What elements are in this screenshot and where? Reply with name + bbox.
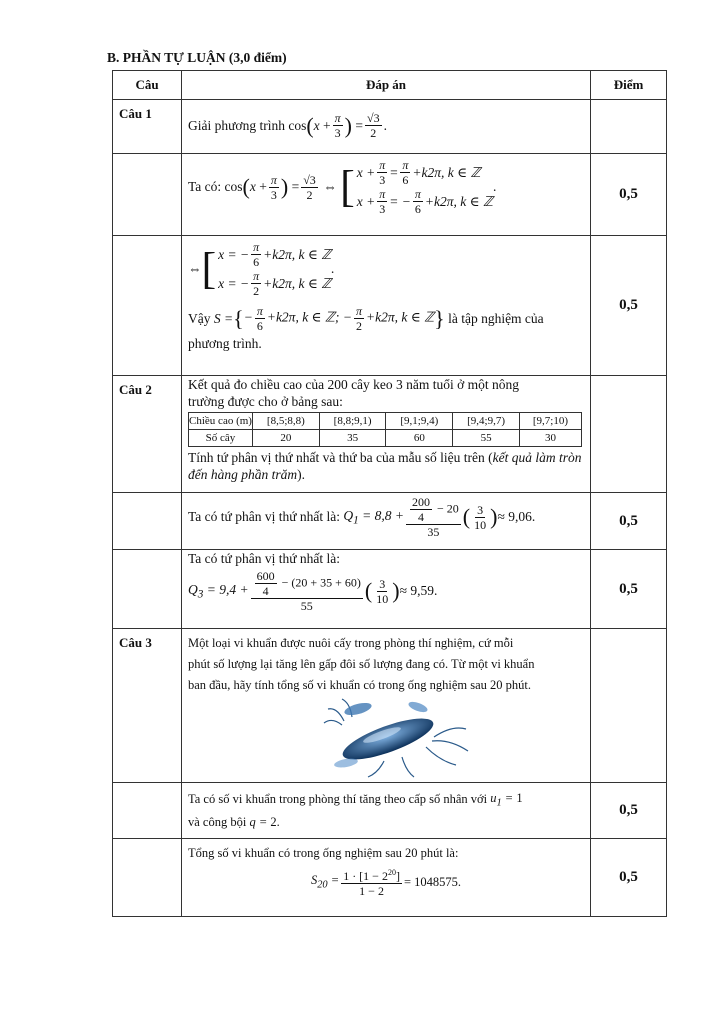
bacteria-small [407,700,429,714]
q3-step2: Tổng số vi khuẩn có trong ống nghiệm sau 20 phút là: $S_{20}$ = $\frac{1 \cdot [1 - 2^{20}]}{1 - 2}$ = 1048575 . [182,839,591,917]
q3-step2-score: 0,5 [591,839,667,917]
q1-problem-score [591,100,667,154]
q3-problem-3: ban đầu, hãy tính tổng số vi khuẩn có trong ống nghiệm sau 20 phút. [188,678,532,692]
q3-label: Câu 3 [113,629,182,783]
empty-cell [113,493,182,550]
q2-intro-num: 200 [327,377,348,392]
header-answer: Đáp án [182,71,591,100]
q1-step1-score: 0,5 [591,154,667,236]
q1-step1-prefix: Ta có: [188,179,222,194]
q1-step1-row [113,154,667,236]
q3-step1: Ta có số vi khuẩn trong phòng thí tăng theo cấp số nhân với $u_1 = 1$ và công bội q = 2 . [182,783,591,839]
q3-step2-text: Tổng số vi khuẩn có trong ống nghiệm sau 20 phút là: [188,846,459,860]
count-cell: 60 [386,430,453,447]
header-question: Câu [113,71,182,100]
q1-problem-text: Giải phương trình [188,117,285,133]
q1-problem-row [113,100,667,154]
empty-cell [113,839,182,917]
count-cell: 30 [519,430,581,447]
q2-intro-1: Kết quả đo chiều cao của [188,377,325,392]
q2-question-italic: kết quả làm tròn đến hàng phần trăm [188,450,582,482]
section-title: B. PHẦN TỰ LUẬN (3,0 điểm) [107,50,287,65]
q1-step2-prefix: Vậy [188,310,211,326]
q1-label: Câu 1 [113,100,182,154]
q2-intro-3: trường được cho ở bảng sau: [188,394,343,409]
header-row [113,71,667,100]
q3-problem-row [113,629,667,783]
q2-problem-row [113,376,667,493]
empty-cell [591,376,667,493]
height-table [188,412,582,447]
count-label: Số cây [189,430,253,447]
interval-cell: [9,4;9,7) [453,413,520,430]
q2-q1-row [113,493,667,550]
header-score: Điểm [591,71,667,100]
interval-cell: [8,8;9,1) [319,413,386,430]
q3-step1-a: Ta có số vi khuẩn trong phòng thí tăng theo cấp số nhân với [188,792,488,807]
count-cell: 35 [319,430,386,447]
q2-question-2: ). [297,467,305,482]
bacteria-image [322,695,472,779]
count-cell: 20 [253,430,320,447]
q1-step1: Ta có: cos ( x + $\frac{\pi}{3}$ ) = $\frac{√3}{2}$ ⇔ [ x + $\frac{\pi}{3}$ = $\frac{\pi}{6}$ +k2π, k ∈ ℤ x + $\frac{\pi}{3}$ = − $\frac{\pi}{6}$ +k2π, k ∈ ℤ . [182,154,591,236]
q2-q3-result: ≈ 9,59 [399,583,434,598]
height-label: Chiều cao (m) [189,413,253,430]
interval-cell: [8,5;8,8) [253,413,320,430]
q1-step2-row [113,236,667,376]
q2-problem [182,376,591,493]
empty-cell [113,154,182,236]
q2-q1-result: ≈ 9,06 [497,509,532,524]
q1-step2-tail: phương trình. [188,336,262,351]
q2-q3: Ta có tứ phân vị thứ nhất là: $Q_3 = 9,4$ + $\frac{600}{4}$ − (20 + 35 + 60) 55 ( $\frac{3}{10}$ ) ≈ 9,59 . [182,550,591,629]
empty-cell [113,783,182,839]
q2-label: Câu 2 [113,376,182,493]
q3-step1-b: và công bội [188,814,247,829]
q2-question-1: Tính tứ phân vị thứ nhất và thứ ba của mẫu số liệu trên ( [188,450,493,465]
interval-cell: [9,7;10) [519,413,581,430]
q3-problem-1: Một loại vi khuẩn được nuôi cấy trong phòng thí nghiệm, cứ mỗi [188,636,514,650]
q2-q1: Ta có tứ phân vị thứ nhất là: $Q_1 = 8,8$ + $\frac{200}{4}$ − 20 35 ( $\frac{3}{10}$ ) ≈ 9,06 . [182,493,591,550]
q2-q3-score: 0,5 [591,550,667,629]
q2-q1-score: 0,5 [591,493,667,550]
q1-step2-score: 0,5 [591,236,667,376]
answer-table [112,70,667,917]
q1-step2-suffix: là tập nghiệm của [448,310,544,326]
q3-problem-2: phút số lượng lại tăng lên gấp đôi số lượng đang có. Từ một vi khuẩn [188,657,535,671]
count-cell: 55 [453,430,520,447]
q2-q1-text: Ta có tứ phân vị thứ nhất là: [188,509,341,524]
empty-cell [113,550,182,629]
q1-step2: ⇔ [ x = − $\frac{\pi}{6}$ +k2π, k ∈ ℤ x = − $\frac{\pi}{2}$ +k2π, k ∈ ℤ . Vậy S = { − $\frac{\pi}{6}$ +k2π, k ∈ ℤ; − $\frac{\pi}{2}$ +k2π, k ∈ ℤ } là tập nghiệm của phương trình. [182,236,591,376]
q3-step2-result: = 1048575 [403,874,458,889]
interval-cell: [9,1;9,4) [386,413,453,430]
empty-cell [591,629,667,783]
q2-q3-row [113,550,667,629]
q3-step2-row [113,839,667,917]
q3-step1-row [113,783,667,839]
q1-problem: Giải phương trình cos ( x + $\frac{\pi}{3}$ ) = $\frac{√3}{2}$ . [182,100,591,154]
q2-q3-text: Ta có tứ phân vị thứ nhất là: [188,551,341,566]
q2-intro-2: cây keo 3 năm tuổi ở một nông [351,377,520,392]
empty-cell [113,236,182,376]
q3-problem [182,629,591,783]
q3-step1-score: 0,5 [591,783,667,839]
